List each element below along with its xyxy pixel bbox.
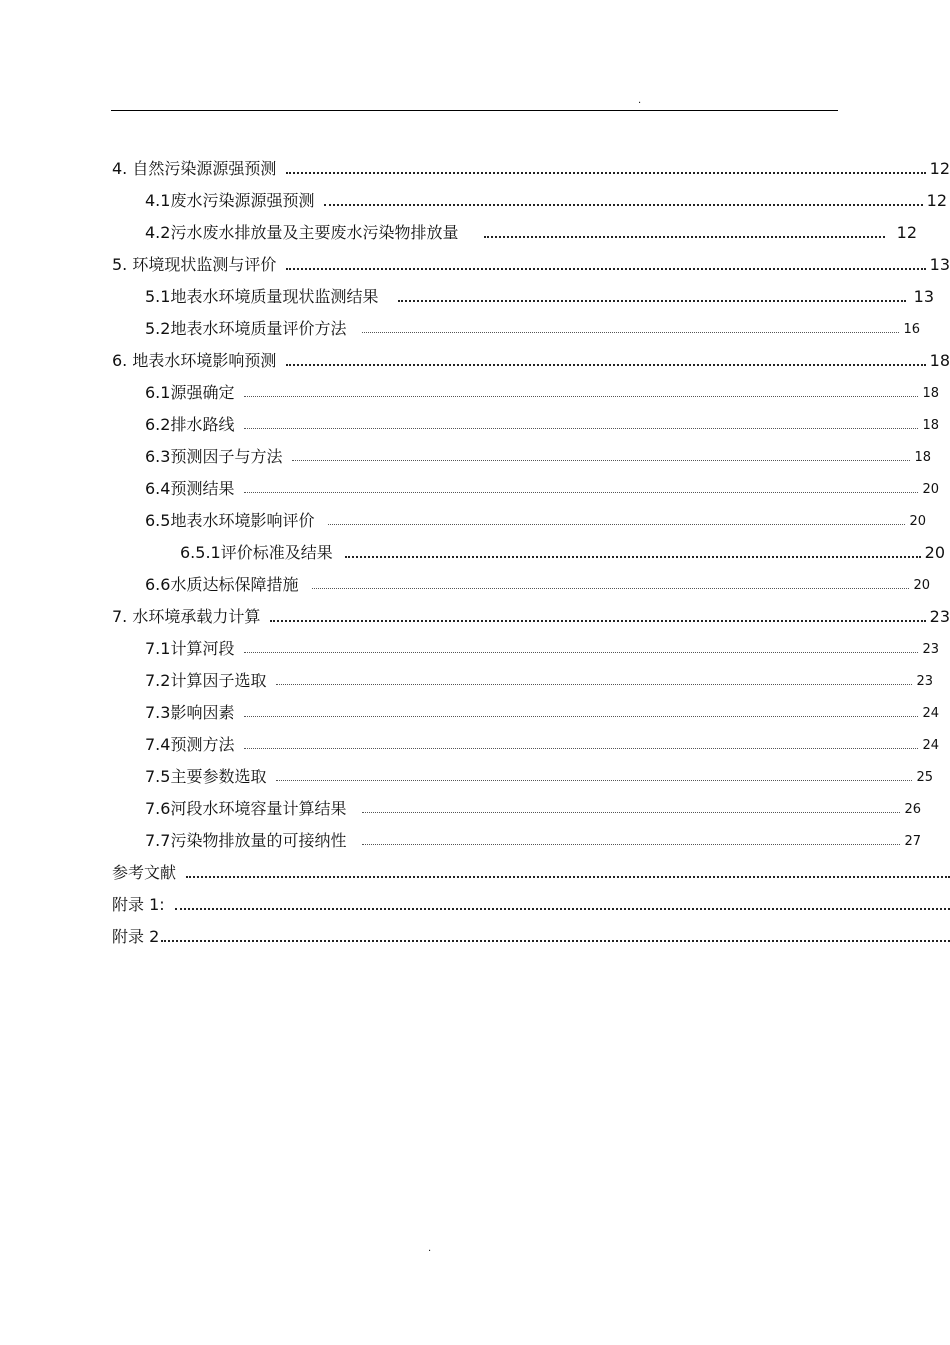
toc-entry-page: 23 bbox=[929, 607, 950, 626]
toc-entry-title: 附录 2 bbox=[112, 927, 160, 946]
toc-entry-title: 7.2计算因子选取 bbox=[145, 671, 267, 690]
toc-entry-title: 6.5.1评价标准及结果 bbox=[180, 543, 333, 562]
toc-leader bbox=[244, 396, 918, 397]
toc-entry-page: 18 bbox=[922, 386, 939, 401]
toc-leader bbox=[324, 204, 922, 206]
toc-entry-title: 6.4预测结果 bbox=[145, 479, 235, 498]
toc-entry[interactable] bbox=[145, 283, 934, 307]
toc-entry-page: 23 bbox=[922, 642, 939, 657]
toc-entry[interactable] bbox=[145, 699, 939, 723]
toc-entry-title: 6.2排水路线 bbox=[145, 415, 235, 434]
toc-entry-page: 20 bbox=[913, 578, 930, 593]
toc-leader bbox=[161, 940, 950, 942]
toc-leader bbox=[362, 844, 900, 845]
toc-entry[interactable] bbox=[145, 411, 939, 435]
toc-entry-title: 6.5地表水环境影响评价 bbox=[145, 511, 315, 530]
toc-entry-page: 13 bbox=[913, 287, 934, 306]
toc-entry[interactable] bbox=[112, 347, 950, 371]
toc-entry[interactable] bbox=[112, 251, 950, 275]
toc-entry-page: 13 bbox=[929, 255, 950, 274]
toc-entry-page: 20 bbox=[909, 514, 926, 529]
toc-entry-title: 6.6水质达标保障措施 bbox=[145, 575, 299, 594]
toc-entry-page: 20 bbox=[922, 482, 939, 497]
toc-entry[interactable] bbox=[112, 891, 950, 915]
toc-leader bbox=[244, 716, 918, 717]
toc-entry-title: 6.1源强确定 bbox=[145, 383, 235, 402]
toc-entry-page: 23 bbox=[916, 674, 933, 689]
toc-entry[interactable] bbox=[145, 475, 939, 499]
toc-entry-title: 5.2地表水环境质量评价方法 bbox=[145, 319, 347, 338]
toc-leader bbox=[292, 460, 910, 461]
toc-entry[interactable] bbox=[145, 763, 933, 787]
toc-entry[interactable] bbox=[112, 923, 950, 947]
toc-leader bbox=[244, 428, 918, 429]
toc-leader bbox=[244, 652, 918, 653]
toc-leader bbox=[328, 524, 905, 525]
toc-entry[interactable] bbox=[145, 315, 920, 339]
toc-entry[interactable] bbox=[145, 379, 939, 403]
toc-entry[interactable] bbox=[145, 795, 921, 819]
toc-entry-page: 12 bbox=[926, 191, 947, 210]
toc-leader bbox=[270, 620, 925, 622]
toc-entry-page: 18 bbox=[914, 450, 931, 465]
toc-entry[interactable] bbox=[112, 603, 950, 627]
toc-entry-title: 7.4预测方法 bbox=[145, 735, 235, 754]
toc-entry-page: 24 bbox=[922, 706, 939, 721]
toc-entry[interactable] bbox=[145, 635, 939, 659]
toc-entry-title: 7. 水环境承载力计算 bbox=[112, 607, 261, 626]
toc-entry-title: 7.7污染物排放量的可接纳性 bbox=[145, 831, 347, 850]
toc-entry-page: 18 bbox=[929, 351, 950, 370]
toc-leader bbox=[186, 876, 950, 878]
toc-entry[interactable] bbox=[145, 827, 921, 851]
toc-leader bbox=[286, 268, 925, 270]
toc-leader bbox=[345, 556, 921, 558]
toc-entry-page: 20 bbox=[924, 543, 945, 562]
toc-entry-title: 7.1计算河段 bbox=[145, 639, 235, 658]
toc-entry[interactable] bbox=[145, 187, 947, 211]
toc-entry[interactable] bbox=[145, 571, 930, 595]
toc-entry-title: 7.5主要参数选取 bbox=[145, 767, 267, 786]
header-mark: . bbox=[638, 95, 642, 106]
toc-leader bbox=[312, 588, 909, 589]
toc-entry[interactable] bbox=[112, 859, 950, 883]
toc-entry-title: 6. 地表水环境影响预测 bbox=[112, 351, 277, 370]
footer-mark: . bbox=[428, 1243, 432, 1254]
toc-entry-page: 18 bbox=[922, 418, 939, 433]
toc-entry[interactable] bbox=[145, 507, 926, 531]
toc-leader bbox=[175, 908, 950, 910]
toc-entry[interactable] bbox=[180, 539, 945, 563]
toc-entry-title: 6.3预测因子与方法 bbox=[145, 447, 283, 466]
toc-entry[interactable] bbox=[145, 731, 939, 755]
toc-entry-title: 4.1废水污染源源强预测 bbox=[145, 191, 315, 210]
toc-entry[interactable] bbox=[145, 443, 931, 467]
toc-leader bbox=[276, 780, 912, 781]
toc-leader bbox=[362, 332, 899, 333]
toc-entry[interactable] bbox=[112, 155, 950, 179]
toc-entry-page: 26 bbox=[904, 802, 921, 817]
toc-leader bbox=[398, 300, 905, 302]
toc-entry-title: 4.2污水废水排放量及主要废水污染物排放量 bbox=[145, 223, 459, 242]
toc-leader bbox=[286, 364, 925, 366]
toc-leader bbox=[286, 172, 925, 174]
toc-entry-title: 附录 1: bbox=[112, 895, 165, 914]
toc-entry-title: 参考文献 bbox=[112, 863, 177, 882]
toc-entry[interactable] bbox=[145, 667, 933, 691]
toc-entry[interactable] bbox=[145, 219, 917, 243]
toc-entry-page: 16 bbox=[903, 322, 920, 337]
toc-leader bbox=[244, 748, 918, 749]
toc-entry-title: 7.6河段水环境容量计算结果 bbox=[145, 799, 347, 818]
toc-entry-page: 24 bbox=[922, 738, 939, 753]
toc-leader bbox=[484, 236, 884, 238]
toc-entry-page: 12 bbox=[896, 223, 917, 242]
toc-leader bbox=[244, 492, 918, 493]
toc-leader bbox=[276, 684, 912, 685]
toc-entry-title: 5.1地表水环境质量现状监测结果 bbox=[145, 287, 379, 306]
toc-entry-title: 4. 自然污染源源强预测 bbox=[112, 159, 277, 178]
toc-entry-page: 25 bbox=[916, 770, 933, 785]
toc-leader bbox=[362, 812, 900, 813]
toc-entry-title: 5. 环境现状监测与评价 bbox=[112, 255, 277, 274]
toc-entry-page: 12 bbox=[929, 159, 950, 178]
toc-entry-title: 7.3影响因素 bbox=[145, 703, 235, 722]
toc-entry-page: 27 bbox=[904, 834, 921, 849]
